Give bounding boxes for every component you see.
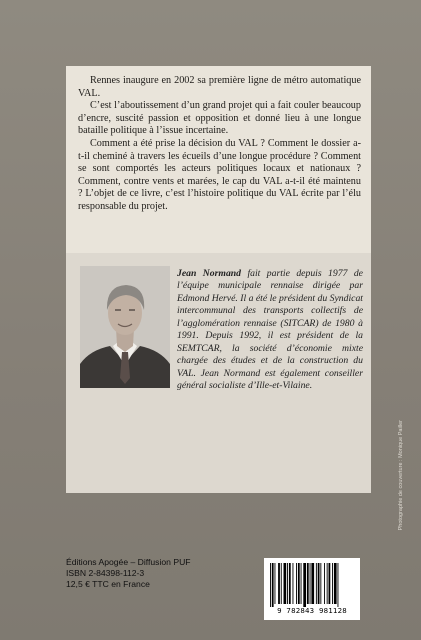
author-photo bbox=[80, 266, 170, 388]
barcode-number: 9 782843 981128 bbox=[277, 606, 347, 615]
author-name: Jean Normand bbox=[177, 268, 242, 279]
blurb-paragraph-2: C’est l’aboutissement d’un grand projet qui a fait couler beaucoup d’encre, suscité passion et opposition et donné lieu à une longue bataille politique à l’issue incertaine. bbox=[78, 100, 361, 137]
author-bio bbox=[177, 268, 363, 393]
blurb-panel bbox=[66, 66, 371, 253]
blurb-paragraph-1: Rennes inaugure en 2002 sa première ligne de métro automatique VAL. bbox=[78, 75, 361, 99]
barcode-bars bbox=[268, 563, 356, 607]
publisher-info bbox=[66, 557, 246, 590]
blurb-paragraph-3: Comment a été prise la décision du VAL ? Comment le dossier a-t-il cheminé à travers les écueils d’une longue procédure ? Comment se sont comportés les acteurs politiques locaux et nationaux ? Comment, contre vents et marées, le cap du VAL a-t-il été maintenu ? L’objet de ce livre, c’est l’histoire politique du VAL écrite par l’élu responsable du projet. bbox=[78, 137, 361, 212]
photo-credit: Photographie de couverture : Monique Pailler bbox=[398, 420, 404, 531]
isbn: ISBN 2-84398-112-3 bbox=[66, 568, 145, 578]
publisher-line: Éditions Apogée – Diffusion PUF bbox=[66, 557, 191, 567]
author-bio-text: fait partie depuis 1977 de l’équipe municipale rennaise dirigée par Edmond Hervé. Il a été le président du Syndicat intercommunal des transports collectifs de l’agglomération rennaise (SITCAR) de 1980 à 1991. Depuis 1992, il est président de la SEMTCAR, la société d’économie mixte chargée des études et de la construction du VAL. Jean Normand est également conseiller général socialiste d’Ille-et-Vilaine. bbox=[177, 268, 363, 392]
barcode bbox=[264, 558, 360, 620]
price: 12,5 € TTC en France bbox=[66, 579, 150, 589]
